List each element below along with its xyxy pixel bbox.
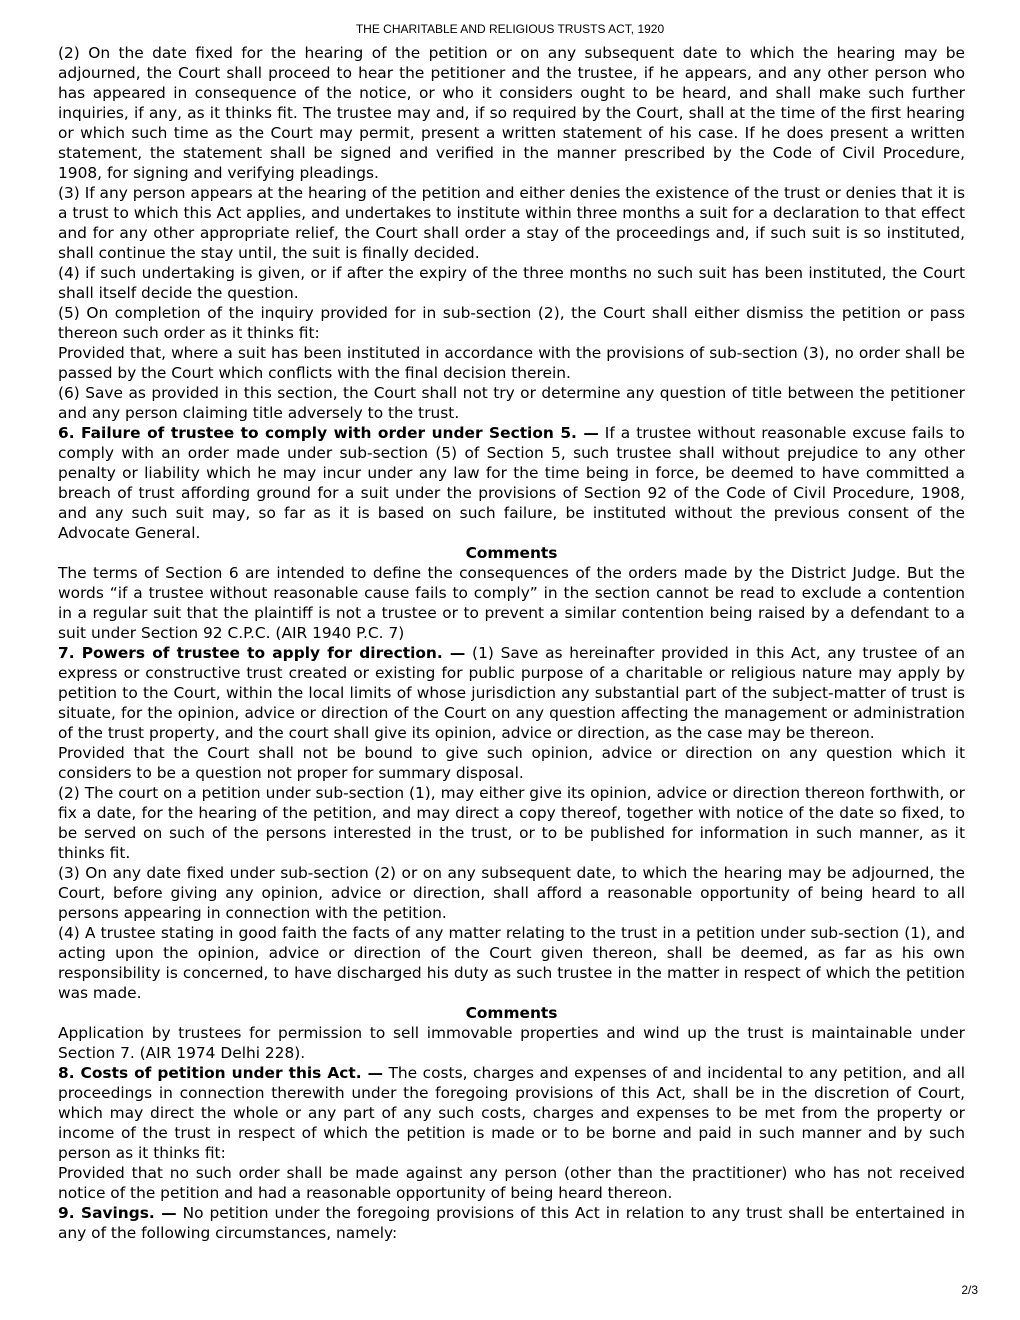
section-heading: 8. Costs of petition under this Act. — — [58, 1064, 383, 1082]
section-heading: 6. Failure of trustee to comply with order under Section 5. — — [58, 424, 599, 442]
paragraph: (5) On completion of the inquiry provided for in sub-section (2), the Court shall either dismiss the petition or pass thereon such order as it thinks fit: — [58, 304, 965, 342]
document-body — [58, 43, 965, 1243]
paragraph: (4) if such undertaking is given, or if after the expiry of the three months no such suit has been instituted, the Court shall itself decide the question. — [58, 264, 965, 302]
comments-text: The terms of Section 6 are intended to define the consequences of the orders made by the District Judge. But the words “if a trustee without reasonable cause fails to comply” in the section cannot be read to exclude a contention in a regular suit that the plaintiff is not a trustee or to prevent a similar contention being raised by a defendant to a suit under Section 92 C.P.C. (AIR 1940 P.C. 7) — [58, 564, 965, 642]
paragraph: (2) The court on a petition under sub-section (1), may either give its opinion, advice or direction thereon forthwith, or fix a date, for the hearing of the petition, and may direct a copy thereof, together with notice of the date so fixed, to be served on such of the persons interested in the trust, or to be published for information in such manner, as it thinks fit. — [58, 784, 965, 862]
paragraph: (3) If any person appears at the hearing of the petition and either denies the existence of the trust or denies that it is a trust to which this Act applies, and undertakes to institute within three months a suit for a declaration to that effect and for any other appropriate relief, the Court shall order a stay of the proceedings and, if such suit is so instituted, shall continue the stay until, the suit is finally decided. — [58, 184, 965, 262]
comments-heading: Comments — [465, 544, 558, 562]
section-7 — [58, 643, 965, 743]
paragraph: Provided that no such order shall be made against any person (other than the practitioner) who has not received notice of the petition and had a reasonable opportunity of being heard thereon. — [58, 1164, 965, 1202]
section-heading: 9. Savings. — — [58, 1204, 177, 1222]
page-header: THE CHARITABLE AND RELIGIOUS TRUSTS ACT, 1920 — [355, 22, 665, 36]
page-number: 2/3 — [961, 1283, 978, 1297]
section-text: (1) Save as hereinafter provided in this Act, any trustee of an express or constructive trust created or existing for public purpose of a charitable or religious nature may apply by petition to the Court, within the local limits of whose jurisdiction any substantial part of the subject-matter of trust is situate, for the opinion, advice or direction of the Court on any question affecting the management or administration of the trust property, and the court shall give its opinion, advice or direction, as the case may be thereon. — [58, 644, 965, 742]
paragraph: Provided that the Court shall not be bound to give such opinion, advice or direction on any question which it considers to be a question not proper for summary disposal. — [58, 744, 965, 782]
section-9 — [58, 1203, 965, 1243]
section-6 — [58, 423, 965, 543]
paragraph: Provided that, where a suit has been instituted in accordance with the provisions of sub-section (3), no order shall be passed by the Court which conflicts with the final decision therein. — [58, 344, 965, 382]
section-text: The costs, charges and expenses of and incidental to any petition, and all proceedings in connection therewith under the foregoing provisions of this Act, shall be in the discretion of Court, which may direct the whole or any part of any such costs, charges and expenses to be met from the property or income of the trust in respect of which the petition is made or to be borne and paid in such manner and by such person as it thinks fit: — [58, 1064, 966, 1162]
paragraph: (3) On any date fixed under sub-section (2) or on any subsequent date, to which the hearing may be adjourned, the Court, before giving any opinion, advice or direction, shall afford a reasonable opportunity of being heard to all persons appearing in connection with the petition. — [58, 864, 965, 922]
section-text: No petition under the foregoing provisions of this Act in relation to any trust shall be entertained in any of the following circumstances, namely: — [58, 1204, 966, 1242]
paragraph: (6) Save as provided in this section, the Court shall not try or determine any question of title between the petitioner and any person claiming title adversely to the trust. — [58, 384, 965, 422]
section-text: If a trustee without reasonable excuse fails to comply with an order made under sub-section (5) of Section 5, such trustee shall without prejudice to any other penalty or liability which he may incur under any law for the time being in force, be deemed to have committed a breach of trust affording ground for a suit under the provisions of Section 92 of the Code of Civil Procedure, 1908, and any such suit may, so far as it is based on such failure, be instituted without the previous consent of the Advocate General. — [58, 424, 965, 542]
paragraph: (2) On the date fixed for the hearing of the petition or on any subsequent date to which the hearing may be adjourned, the Court shall proceed to hear the petitioner and the trustee, if he appears, and any other person who has appeared in consequence of the notice, or who it considers ought to be heard, and shall make such further inquiries, if any, as it thinks fit. The trustee may and, if so required by the Court, shall at the time of the first hearing or which such time as the Court may permit, present a written statement of his case. If he does present a written statement, the statement shall be signed and verified in the manner prescribed by the Code of Civil Procedure, 1908, for signing and verifying pleadings. — [58, 44, 965, 182]
section-8 — [58, 1063, 965, 1163]
section-heading: 7. Powers of trustee to apply for direction. — — [58, 644, 466, 662]
comments-text: Application by trustees for permission to sell immovable properties and wind up the trust is maintainable under Section 7. (AIR 1974 Delhi 228). — [58, 1024, 965, 1062]
comments-heading: Comments — [465, 1004, 558, 1022]
paragraph: (4) A trustee stating in good faith the facts of any matter relating to the trust in a petition under sub-section (1), and acting upon the opinion, advice or direction of the Court given thereon, shall be deemed, as far as his own responsibility is concerned, to have discharged his duty as such trustee in the matter in respect of which the petition was made. — [58, 924, 965, 1002]
